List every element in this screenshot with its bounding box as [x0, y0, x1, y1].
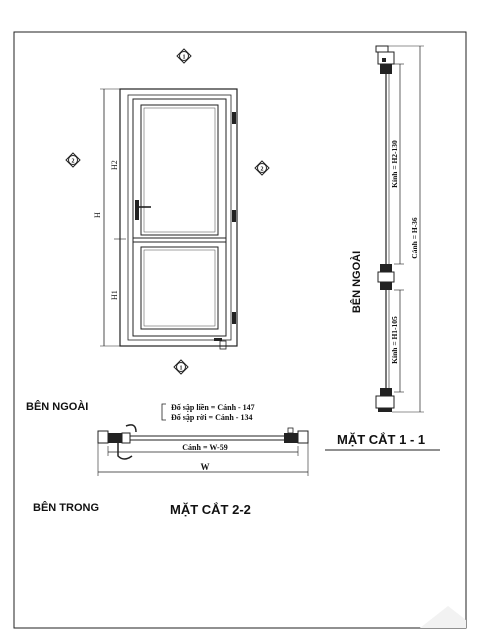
label-width: W: [200, 462, 210, 472]
upper-glass-panel: [141, 105, 218, 235]
label-overlap-loose: Đố sập rời = Cánh - 134: [171, 413, 253, 422]
label-leaf-width: Cánh = W-59: [182, 443, 228, 452]
section-1-1: [350, 46, 424, 412]
label-glass-upper: Kính = H2-130: [390, 140, 399, 188]
lower-glass-panel: [141, 247, 218, 329]
dim-label-h: H: [93, 212, 102, 218]
hinge-bottom: [232, 312, 236, 324]
section-1-1-top-profile: [376, 46, 394, 74]
title-section-1-1: MẶT CẮT 1 - 1: [337, 432, 426, 447]
label-overlap-fixed: Đố sập liền = Cánh - 147: [171, 403, 255, 412]
dim-label-h2: H2: [110, 160, 119, 170]
section-marker-left: [66, 153, 80, 167]
door-elevation: [66, 49, 269, 374]
svg-text:1: 1: [179, 365, 183, 372]
section-2-2-left-profile: [98, 425, 136, 459]
title-section-2-2: MẶT CẮT 2-2: [170, 502, 251, 517]
section-marker-bottom: [174, 360, 188, 374]
hinge-top: [232, 112, 236, 124]
section-marker-top: [177, 49, 191, 63]
label-outside: BÊN NGOÀI: [26, 401, 89, 413]
door-leaf: [133, 99, 226, 336]
label-inside: BÊN TRONG: [33, 502, 99, 514]
label-glass-lower: Kính = H1-105: [390, 316, 399, 364]
door-inner-frame: [128, 95, 231, 340]
label-leaf-height: Cánh = H-36: [410, 217, 419, 259]
section-2-2-right-profile: [284, 428, 308, 443]
door-handle: [135, 200, 151, 220]
hinge-middle: [232, 210, 236, 222]
section-1-1-bottom-profile: [376, 388, 394, 412]
dim-label-h1: H1: [110, 290, 119, 300]
svg-text:1: 1: [182, 54, 186, 61]
section-marker-right: [255, 161, 269, 175]
label-outside-vertical: BÊN NGOÀI: [351, 250, 363, 314]
section-1-1-mid-profile: [378, 264, 394, 290]
svg-text:2: 2: [260, 166, 264, 173]
section-2-2: [98, 403, 308, 476]
svg-text:2: 2: [71, 158, 75, 165]
